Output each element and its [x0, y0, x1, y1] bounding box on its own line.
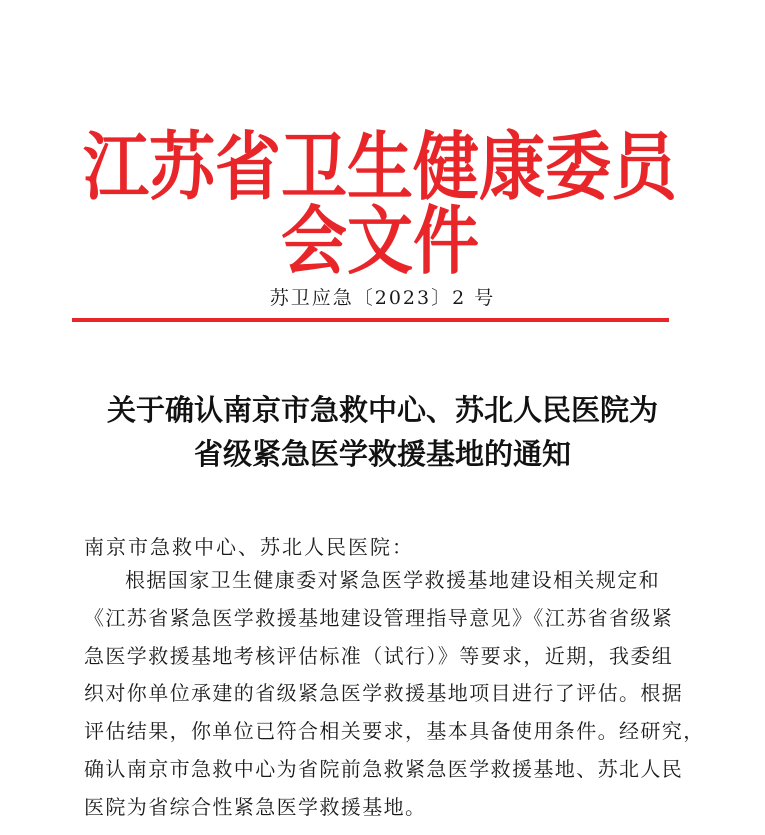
red-divider-rule	[72, 318, 669, 322]
body-line: 评估结果，你单位已符合相关要求，基本具备使用条件。经研究，	[84, 719, 705, 744]
notice-title	[0, 388, 765, 476]
notice-title-line-1: 关于确认南京市急救中心、苏北人民医院为	[106, 393, 658, 427]
document-number: 苏卫应急〔2023〕2 号	[269, 287, 496, 309]
notice-body	[84, 562, 705, 827]
issuer-red-header: 江苏省卫生健康委员会文件	[83, 123, 677, 285]
body-line: 医院为省综合性紧急医学救援基地。	[84, 794, 427, 819]
addressee-line: 南京市急救中心、苏北人民医院：	[84, 535, 414, 559]
body-line: 根据国家卫生健康委对紧急医学救援基地建设相关规定和	[125, 568, 660, 592]
body-line: 《江苏省紧急医学救援基地建设管理指导意见》《江苏省省级紧	[84, 605, 674, 630]
body-line: 织对你单位承建的省级紧急医学救援基地项目进行了评估。根据	[84, 681, 684, 706]
notice-title-line-2: 省级紧急医学救援基地的通知	[193, 437, 571, 471]
body-line: 确认南京市急救中心为省院前急救紧急医学救援基地、苏北人民	[84, 756, 684, 781]
body-line: 急医学救援基地考核评估标准（试行）》等要求，近期，我委组	[84, 643, 674, 668]
